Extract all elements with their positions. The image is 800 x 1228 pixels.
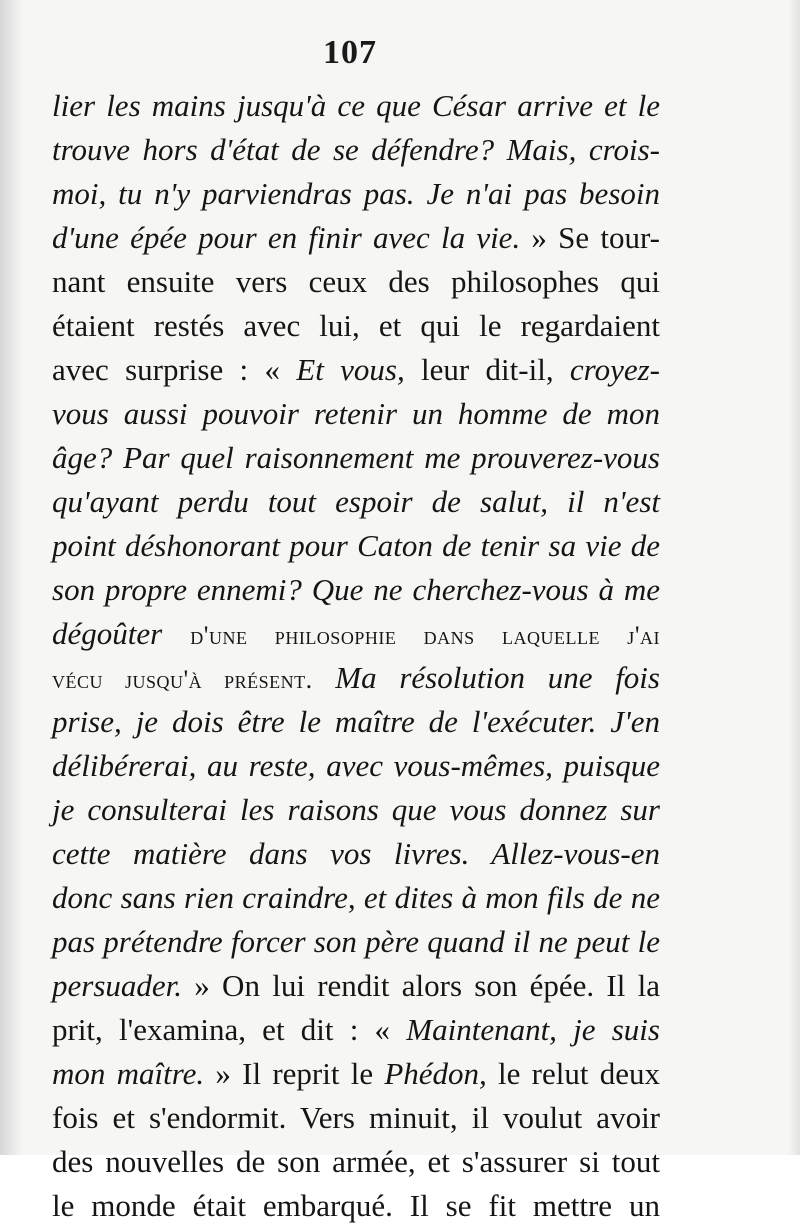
text-line bbox=[52, 744, 660, 788]
italic-run: Phédon, bbox=[384, 1056, 487, 1091]
roman-run: fois et s'endormit. Vers minuit, il voulut avoir bbox=[52, 1100, 660, 1135]
roman-run: nant ensuite vers ceux des philosophes qui bbox=[52, 264, 660, 299]
italic-run: moi, tu n'y parviendras pas. Je n'ai pas besoin bbox=[52, 176, 660, 211]
page-number: 107 bbox=[323, 34, 377, 71]
italic-run: donc sans rien craindre, et dites à mon fils de ne bbox=[52, 880, 660, 915]
text-line bbox=[52, 1096, 660, 1140]
italic-run: lier les mains jusqu'à ce que César arrive et le bbox=[52, 88, 660, 123]
small-caps-run: d'une philosophie dans laquelle j'ai bbox=[190, 621, 660, 650]
roman-run: » Se tour- bbox=[520, 220, 660, 255]
roman-run: des nouvelles de son armée, et s'assurer si tout bbox=[52, 1144, 660, 1179]
italic-run: Maintenant, je suis bbox=[406, 1012, 660, 1047]
italic-run: mon maître. bbox=[52, 1056, 205, 1091]
italic-run: qu'ayant perdu tout espoir de salut, il n'est bbox=[52, 484, 660, 519]
roman-run: étaient restés avec lui, et qui le regardaient bbox=[52, 308, 660, 343]
text-line bbox=[52, 700, 660, 744]
body-text bbox=[52, 84, 660, 1228]
text-line bbox=[52, 1140, 660, 1184]
roman-run: leur dit-il, bbox=[404, 352, 570, 387]
text-line bbox=[52, 128, 660, 172]
text-line bbox=[52, 1184, 660, 1228]
roman-run: le monde était embarqué. Il se fit mettre un bbox=[52, 1188, 660, 1223]
text-line bbox=[52, 656, 660, 700]
italic-run: point déshonorant pour Caton de tenir sa vie de bbox=[52, 528, 660, 563]
text-line bbox=[52, 348, 660, 392]
text-line bbox=[52, 612, 660, 656]
italic-run: délibérerai, au reste, avec vous-mêmes, puisque bbox=[52, 748, 660, 783]
text-line bbox=[52, 84, 660, 128]
italic-run: pas prétendre forcer son père quand il ne peut le bbox=[52, 924, 660, 959]
text-line bbox=[52, 964, 660, 1008]
italic-run: d'une épée pour en finir avec la vie. bbox=[52, 220, 521, 255]
italic-run: trouve hors d'état de se défendre? Mais, crois- bbox=[52, 132, 660, 167]
text-line bbox=[52, 304, 660, 348]
text-line bbox=[52, 920, 660, 964]
text-line bbox=[52, 260, 660, 304]
text-line bbox=[52, 568, 660, 612]
page-gutter-shadow bbox=[0, 0, 22, 1155]
text-line bbox=[52, 436, 660, 480]
italic-run: âge? Par quel raisonnement me prouverez-vous bbox=[52, 440, 660, 475]
text-line bbox=[52, 1052, 660, 1096]
italic-run: vous aussi pouvoir retenir un homme de mon bbox=[52, 396, 660, 431]
roman-run: » Il reprit le bbox=[204, 1056, 385, 1091]
text-line bbox=[52, 216, 660, 260]
text-line bbox=[52, 524, 660, 568]
roman-run: prit, l'examina, et dit : « bbox=[52, 1012, 407, 1047]
italic-run: je consulterai les raisons que vous donnez sur bbox=[52, 792, 660, 827]
text-line bbox=[52, 392, 660, 436]
roman-run: » On lui rendit alors son épée. Il la bbox=[182, 968, 660, 1003]
italic-run: cette matière dans vos livres. Allez-vous-en bbox=[52, 836, 660, 871]
small-caps-run: vécu jusqu'à présent. bbox=[52, 665, 313, 694]
page-edge-shadow bbox=[788, 0, 800, 1155]
text-line bbox=[52, 832, 660, 876]
text-line bbox=[52, 788, 660, 832]
italic-run: dégoûter bbox=[52, 616, 191, 651]
italic-run: croyez- bbox=[569, 352, 660, 387]
text-line bbox=[52, 1008, 660, 1052]
italic-run: Ma résolution une fois bbox=[312, 660, 660, 695]
italic-run: son propre ennemi? Que ne cherchez-vous à me bbox=[52, 572, 660, 607]
italic-run: Et vous, bbox=[296, 352, 405, 387]
roman-run: le relut deux bbox=[486, 1056, 660, 1091]
roman-run: avec surprise : « bbox=[52, 352, 297, 387]
text-line bbox=[52, 876, 660, 920]
text-line bbox=[52, 172, 660, 216]
italic-run: persuader. bbox=[52, 968, 183, 1003]
text-line bbox=[52, 480, 660, 524]
italic-run: prise, je dois être le maître de l'exécuter. J'en bbox=[52, 704, 660, 739]
